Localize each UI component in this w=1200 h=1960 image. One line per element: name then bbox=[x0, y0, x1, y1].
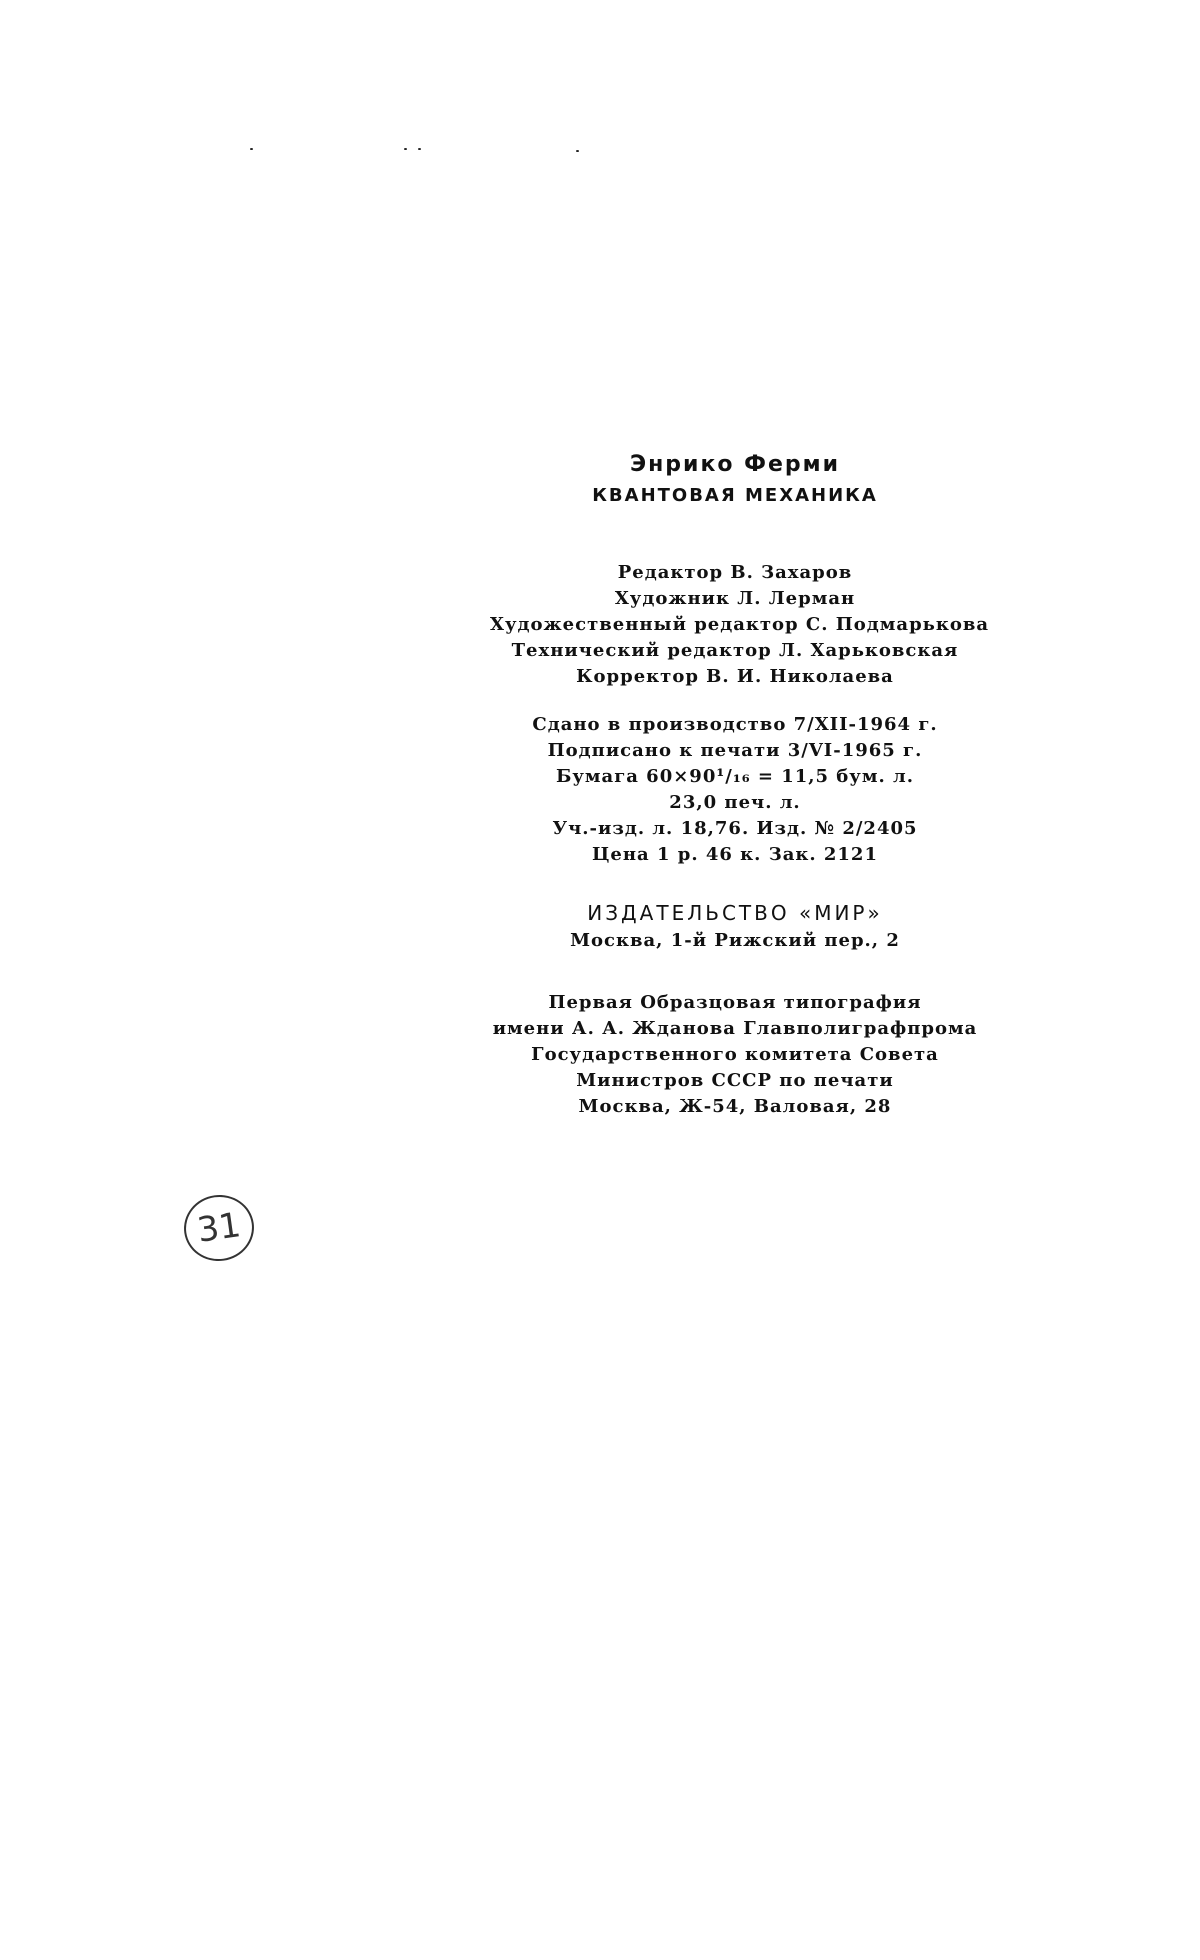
staff-line: Художник Л. Лерман bbox=[614, 588, 856, 609]
printer-line: Министров СССР по печати bbox=[576, 1070, 894, 1091]
publisher-name: ИЗДАТЕЛЬСТВО «МИР» bbox=[587, 901, 883, 925]
printer-line: имени А. А. Жданова Главполиграфпрома bbox=[492, 1018, 978, 1039]
production-line: 23,0 печ. л. bbox=[669, 792, 801, 813]
publisher-address: Москва, 1-й Рижский пер., 2 bbox=[570, 930, 900, 951]
staff-line: Корректор В. И. Николаева bbox=[576, 666, 894, 687]
scan-speck bbox=[418, 148, 421, 150]
staff-line: Художественный редактор С. Подмарькова bbox=[490, 614, 990, 635]
staff-credits bbox=[490, 560, 990, 690]
staff-line: Редактор В. Захаров bbox=[617, 562, 853, 583]
book-title: КВАНТОВАЯ МЕХАНИКА bbox=[592, 485, 878, 506]
production-details bbox=[490, 712, 980, 868]
circled-number-stamp: 31 bbox=[180, 1190, 259, 1265]
book-author: Энрико Ферми bbox=[629, 452, 841, 477]
production-line: Сдано в производство 7/XII-1964 г. bbox=[532, 714, 938, 735]
scan-speck bbox=[250, 148, 253, 150]
scan-speck bbox=[404, 148, 407, 150]
staff-line: Технический редактор Л. Харьковская bbox=[511, 640, 959, 661]
production-line: Бумага 60×90¹/₁₆ = 11,5 бум. л. bbox=[556, 766, 914, 787]
colophon bbox=[490, 452, 990, 1120]
production-line: Уч.-изд. л. 18,76. Изд. № 2/2405 bbox=[552, 818, 918, 839]
publisher-info bbox=[490, 898, 980, 954]
production-line: Цена 1 р. 46 к. Зак. 2121 bbox=[592, 844, 878, 865]
printer-line: Первая Образцовая типография bbox=[548, 992, 922, 1013]
scan-speck bbox=[576, 150, 579, 152]
printer-line: Государственного комитета Совета bbox=[531, 1044, 939, 1065]
production-line: Подписано к печати 3/VI-1965 г. bbox=[547, 740, 923, 761]
printer-line: Москва, Ж-54, Валовая, 28 bbox=[578, 1096, 892, 1117]
printer-info bbox=[490, 990, 980, 1120]
